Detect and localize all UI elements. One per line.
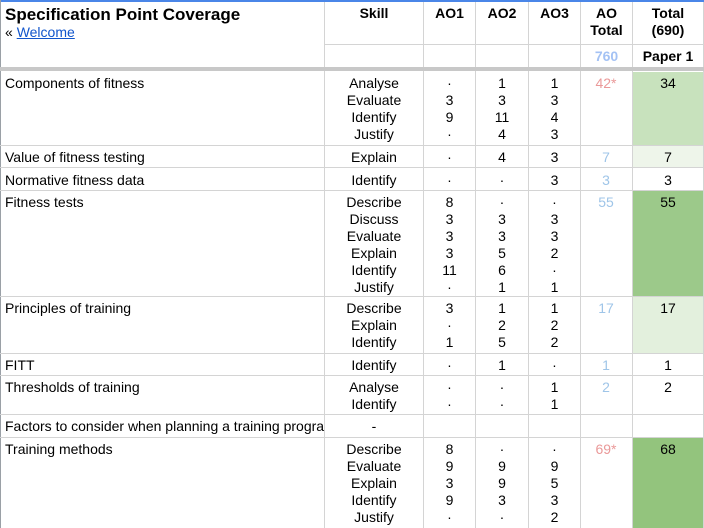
row-ao1[interactable]: · 3 9 · — [445, 75, 454, 142]
back-navigation — [5, 24, 75, 40]
col-header-total-line2: (690) — [651, 22, 685, 38]
row-total[interactable]: 17 — [660, 300, 676, 316]
row-ao1[interactable]: · — [447, 172, 452, 188]
row-topic[interactable]: Components of fitness — [5, 75, 145, 91]
row-ao2[interactable]: · — [499, 172, 505, 188]
row-topic[interactable]: Factors to consider when planning a training progra — [5, 418, 325, 434]
row-topic[interactable]: Training methods — [5, 441, 113, 457]
ao-total-sum[interactable]: 760 — [594, 48, 619, 64]
row-ao2[interactable]: 4 — [498, 149, 506, 165]
row-topic[interactable]: Value of fitness testing — [5, 149, 145, 165]
row-skills[interactable]: Describe Evaluate Explain Identify Justify — [346, 441, 402, 525]
row-skills[interactable]: Analyse Evaluate Identify Justify — [346, 75, 402, 142]
row-ao1[interactable]: 8 3 3 3 11 · — [442, 194, 457, 295]
row-topic[interactable]: Thresholds of training — [5, 379, 140, 395]
left-border — [0, 0, 1, 528]
row-ao2[interactable]: 1 — [498, 357, 506, 373]
row-ao2[interactable]: 1 2 5 — [498, 300, 506, 350]
row-skills[interactable]: - — [371, 418, 377, 434]
row-ao-total[interactable]: 7 — [602, 149, 610, 165]
row-ao1[interactable]: 3 · 1 — [445, 300, 454, 350]
row-ao-total[interactable]: 1 — [602, 357, 610, 373]
col-header-total-line1: Total — [651, 5, 685, 21]
row-ao2[interactable]: 1 3 11 4 — [494, 75, 510, 142]
row-skills[interactable]: Identify — [351, 172, 397, 188]
col-header-ao1[interactable]: AO1 — [435, 5, 464, 21]
row-skills[interactable]: Analyse Identify — [349, 379, 399, 412]
col-header-total[interactable] — [633, 5, 703, 39]
row-ao-total[interactable]: 42* — [595, 75, 617, 91]
row-topic[interactable]: Principles of training — [5, 300, 132, 316]
row-topic[interactable]: Fitness tests — [5, 194, 84, 210]
col-header-ao3[interactable]: AO3 — [540, 5, 569, 21]
row-total[interactable]: 55 — [660, 194, 676, 210]
row-skills[interactable]: Explain — [351, 149, 397, 165]
row-skills[interactable]: Identify — [351, 357, 397, 373]
row-skills[interactable]: Describe Explain Identify — [346, 300, 402, 350]
row-ao1[interactable]: 8 9 3 9 · — [445, 441, 454, 525]
col-header-ao-total-line2: Total — [590, 22, 623, 38]
row-total[interactable]: 34 — [660, 75, 676, 91]
row-ao1[interactable]: · — [447, 149, 452, 165]
row-total[interactable]: 3 — [664, 172, 672, 188]
row-topic[interactable]: FITT — [5, 357, 35, 373]
row-ao3[interactable]: 1 2 2 — [550, 300, 559, 350]
paper-label[interactable]: Paper 1 — [642, 48, 694, 64]
row-ao3[interactable]: · — [552, 357, 557, 373]
row-ao2[interactable]: · 9 9 3 · — [498, 441, 506, 525]
row-ao3[interactable]: 3 — [550, 149, 559, 165]
row-ao2[interactable]: · · — [499, 379, 505, 412]
col-header-ao-total-line1: AO — [596, 5, 617, 21]
row-ao-total[interactable]: 55 — [598, 194, 614, 210]
col-header-skill[interactable]: Skill — [359, 5, 389, 21]
col-header-ao-total[interactable] — [581, 5, 632, 39]
row-ao-total[interactable]: 17 — [598, 300, 614, 316]
frozen-row-divider — [0, 67, 704, 71]
row-total[interactable]: 68 — [660, 441, 676, 457]
col-header-ao2[interactable]: AO2 — [487, 5, 517, 21]
page-title: Specification Point Coverage — [5, 5, 241, 24]
row-ao3[interactable]: 1 3 4 3 — [550, 75, 559, 142]
row-total[interactable]: 7 — [664, 149, 672, 165]
back-arrow-icon: « — [5, 24, 13, 40]
row-topic[interactable]: Normative fitness data — [5, 172, 145, 188]
row-ao2[interactable]: · 3 3 5 6 1 — [498, 194, 506, 295]
row-ao3[interactable]: · 9 5 3 2 — [550, 441, 559, 525]
welcome-link[interactable]: Welcome — [16, 24, 75, 40]
row-ao1[interactable]: · — [447, 357, 452, 373]
row-ao-total[interactable]: 3 — [602, 172, 610, 188]
row-total[interactable]: 1 — [664, 357, 672, 373]
selection-top-border — [0, 0, 704, 2]
row-total[interactable]: 2 — [664, 379, 672, 395]
row-ao-total[interactable]: 2 — [602, 379, 610, 395]
row-ao3[interactable]: · 3 3 2 · 1 — [550, 194, 559, 295]
row-skills[interactable]: Describe Discuss Evaluate Explain Identify Justify — [346, 194, 402, 295]
row-ao3[interactable]: 1 1 — [550, 379, 559, 412]
row-ao3[interactable]: 3 — [550, 172, 559, 188]
row-ao-total[interactable]: 69* — [595, 441, 617, 457]
row-ao1[interactable]: · · — [447, 379, 452, 412]
